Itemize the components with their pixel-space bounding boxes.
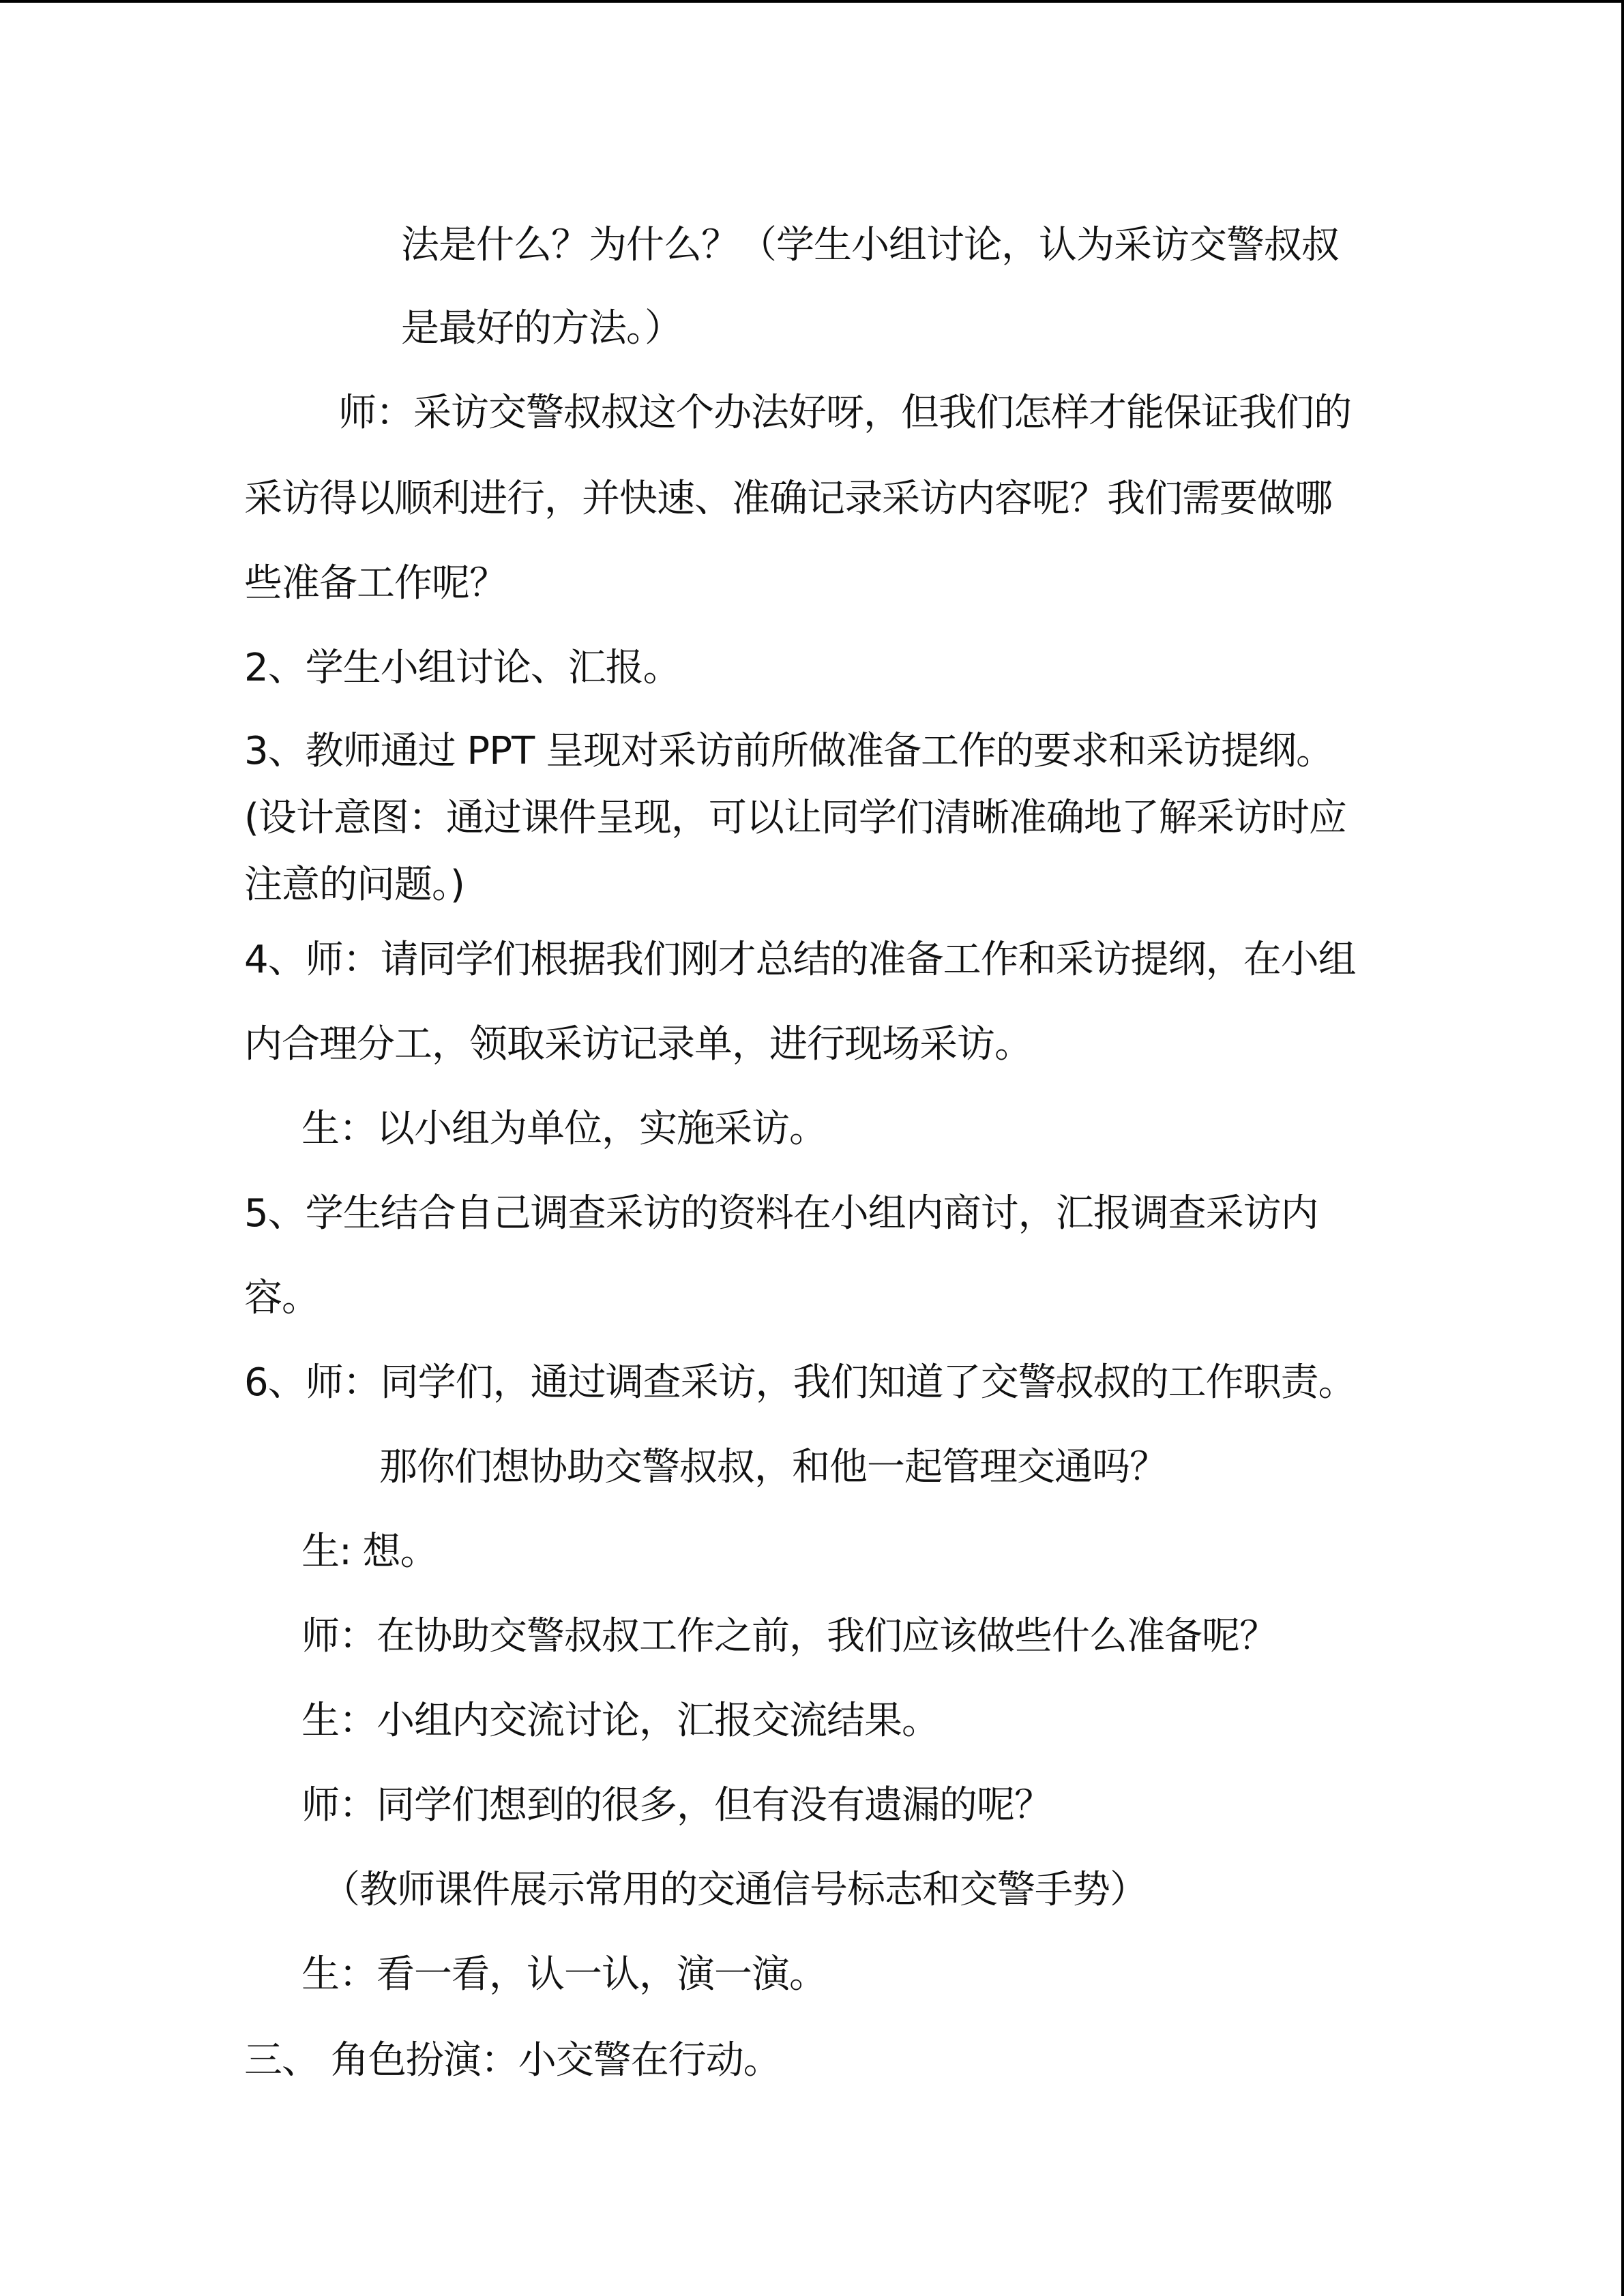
text-line: (设计意图：通过课件呈现，可以让同学们清晰准确地了解采访时应: [244, 796, 1346, 840]
text-line: 三、 角色扮演：小交警在行动。: [244, 2038, 781, 2083]
page-top-border: [0, 0, 1624, 3]
text-line: 3、教师通过 PPT 呈现对采访前所做准备工作的要求和采访提纲。: [244, 729, 1333, 773]
text-line: 采访得以顺利进行，并快速、准确记录采访内容呢？我们需要做哪: [244, 477, 1332, 521]
text-line: 2、学生小组讨论、汇报。: [244, 646, 681, 690]
text-line: 生: 想。: [301, 1530, 438, 1574]
page-right-border: [1621, 0, 1624, 2296]
text-line: 容。: [244, 1276, 319, 1320]
text-line: 6、师：同学们，通过调查采访，我们知道了交警叔叔的工作职责。: [244, 1360, 1356, 1405]
text-line: （教师课件展示常用的交通信号标志和交警手势）: [322, 1868, 1147, 1912]
text-line: 5、学生结合自己调查采访的资料在小组内商讨，汇报调查采访内: [244, 1191, 1318, 1236]
text-line: 师：在协助交警叔叔工作之前，我们应该做些什么准备呢？: [301, 1614, 1277, 1658]
text-line: 生：以小组为单位，实施采访。: [301, 1107, 827, 1151]
text-line: 4、师：请同学们根据我们刚才总结的准备工作和采访提纲，在小组: [244, 938, 1356, 982]
text-line: 生：小组内交流讨论，汇报交流结果。: [301, 1699, 939, 1743]
text-line: 些准备工作呢？: [244, 561, 507, 606]
text-line: 是最好的方法。）: [401, 306, 682, 351]
text-line: 法是什么？为什么？（学生小组讨论，认为采访交警叔叔: [401, 223, 1339, 267]
text-line: 师：同学们想到的很多，但有没有遗漏的呢？: [301, 1783, 1052, 1828]
text-line: 注意的问题。): [244, 863, 464, 907]
text-line: 生：看一看，认一认，演一演。: [301, 1952, 827, 1997]
text-line: 师：采访交警叔叔这个办法好呀，但我们怎样才能保证我们的: [338, 391, 1351, 435]
text-line: 那你们想协助交警叔叔，和他一起管理交通吗？: [379, 1445, 1167, 1489]
text-line: 内合理分工，领取采访记录单，进行现场采访。: [244, 1022, 1032, 1067]
